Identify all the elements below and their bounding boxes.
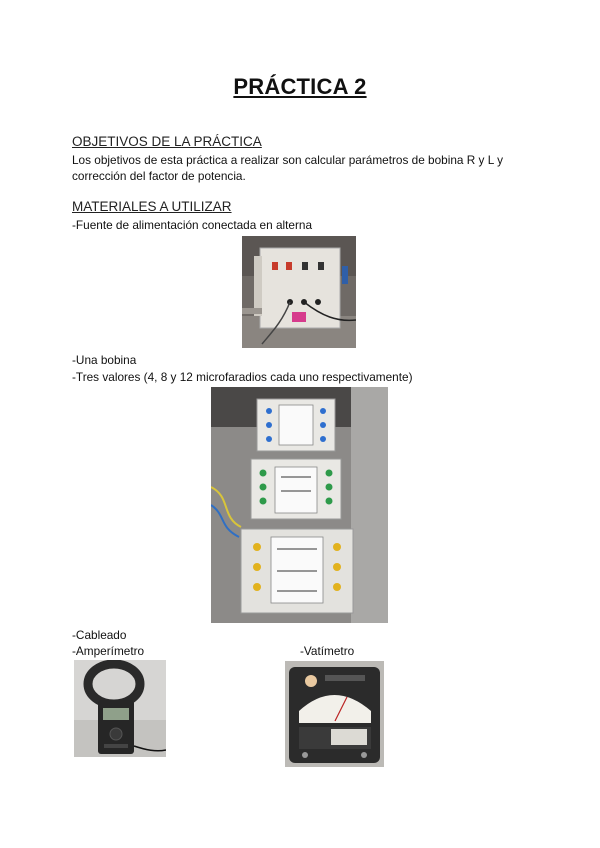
- ammeter-photo: [74, 660, 166, 757]
- page-title: PRÁCTICA 2: [233, 74, 367, 99]
- material-item-power-supply: -Fuente de alimentación conectada en alterna: [72, 218, 313, 232]
- material-item-cabling: -Cableado: [72, 628, 127, 642]
- material-item-wattmeter: -Vatímetro: [300, 644, 355, 658]
- material-item-coil: -Una bobina: [72, 353, 137, 367]
- material-item-capacitors: -Tres valores (4, 8 y 12 microfaradios cada uno respectivamente): [72, 370, 413, 384]
- objectives-text-line-1: Los objetivos de esta práctica a realizar son calcular parámetros de bobina R y L y: [72, 153, 504, 167]
- objectives-heading: OBJETIVOS DE LA PRÁCTICA: [72, 134, 262, 149]
- objectives-text-line-2: corrección del factor de potencia.: [72, 169, 246, 183]
- power-supply-photo: [242, 236, 356, 348]
- materials-heading: MATERIALES A UTILIZAR: [72, 199, 232, 214]
- capacitor-panels-photo: [211, 387, 388, 623]
- material-item-ammeter: -Amperímetro: [72, 644, 145, 658]
- wattmeter-photo: [285, 661, 384, 767]
